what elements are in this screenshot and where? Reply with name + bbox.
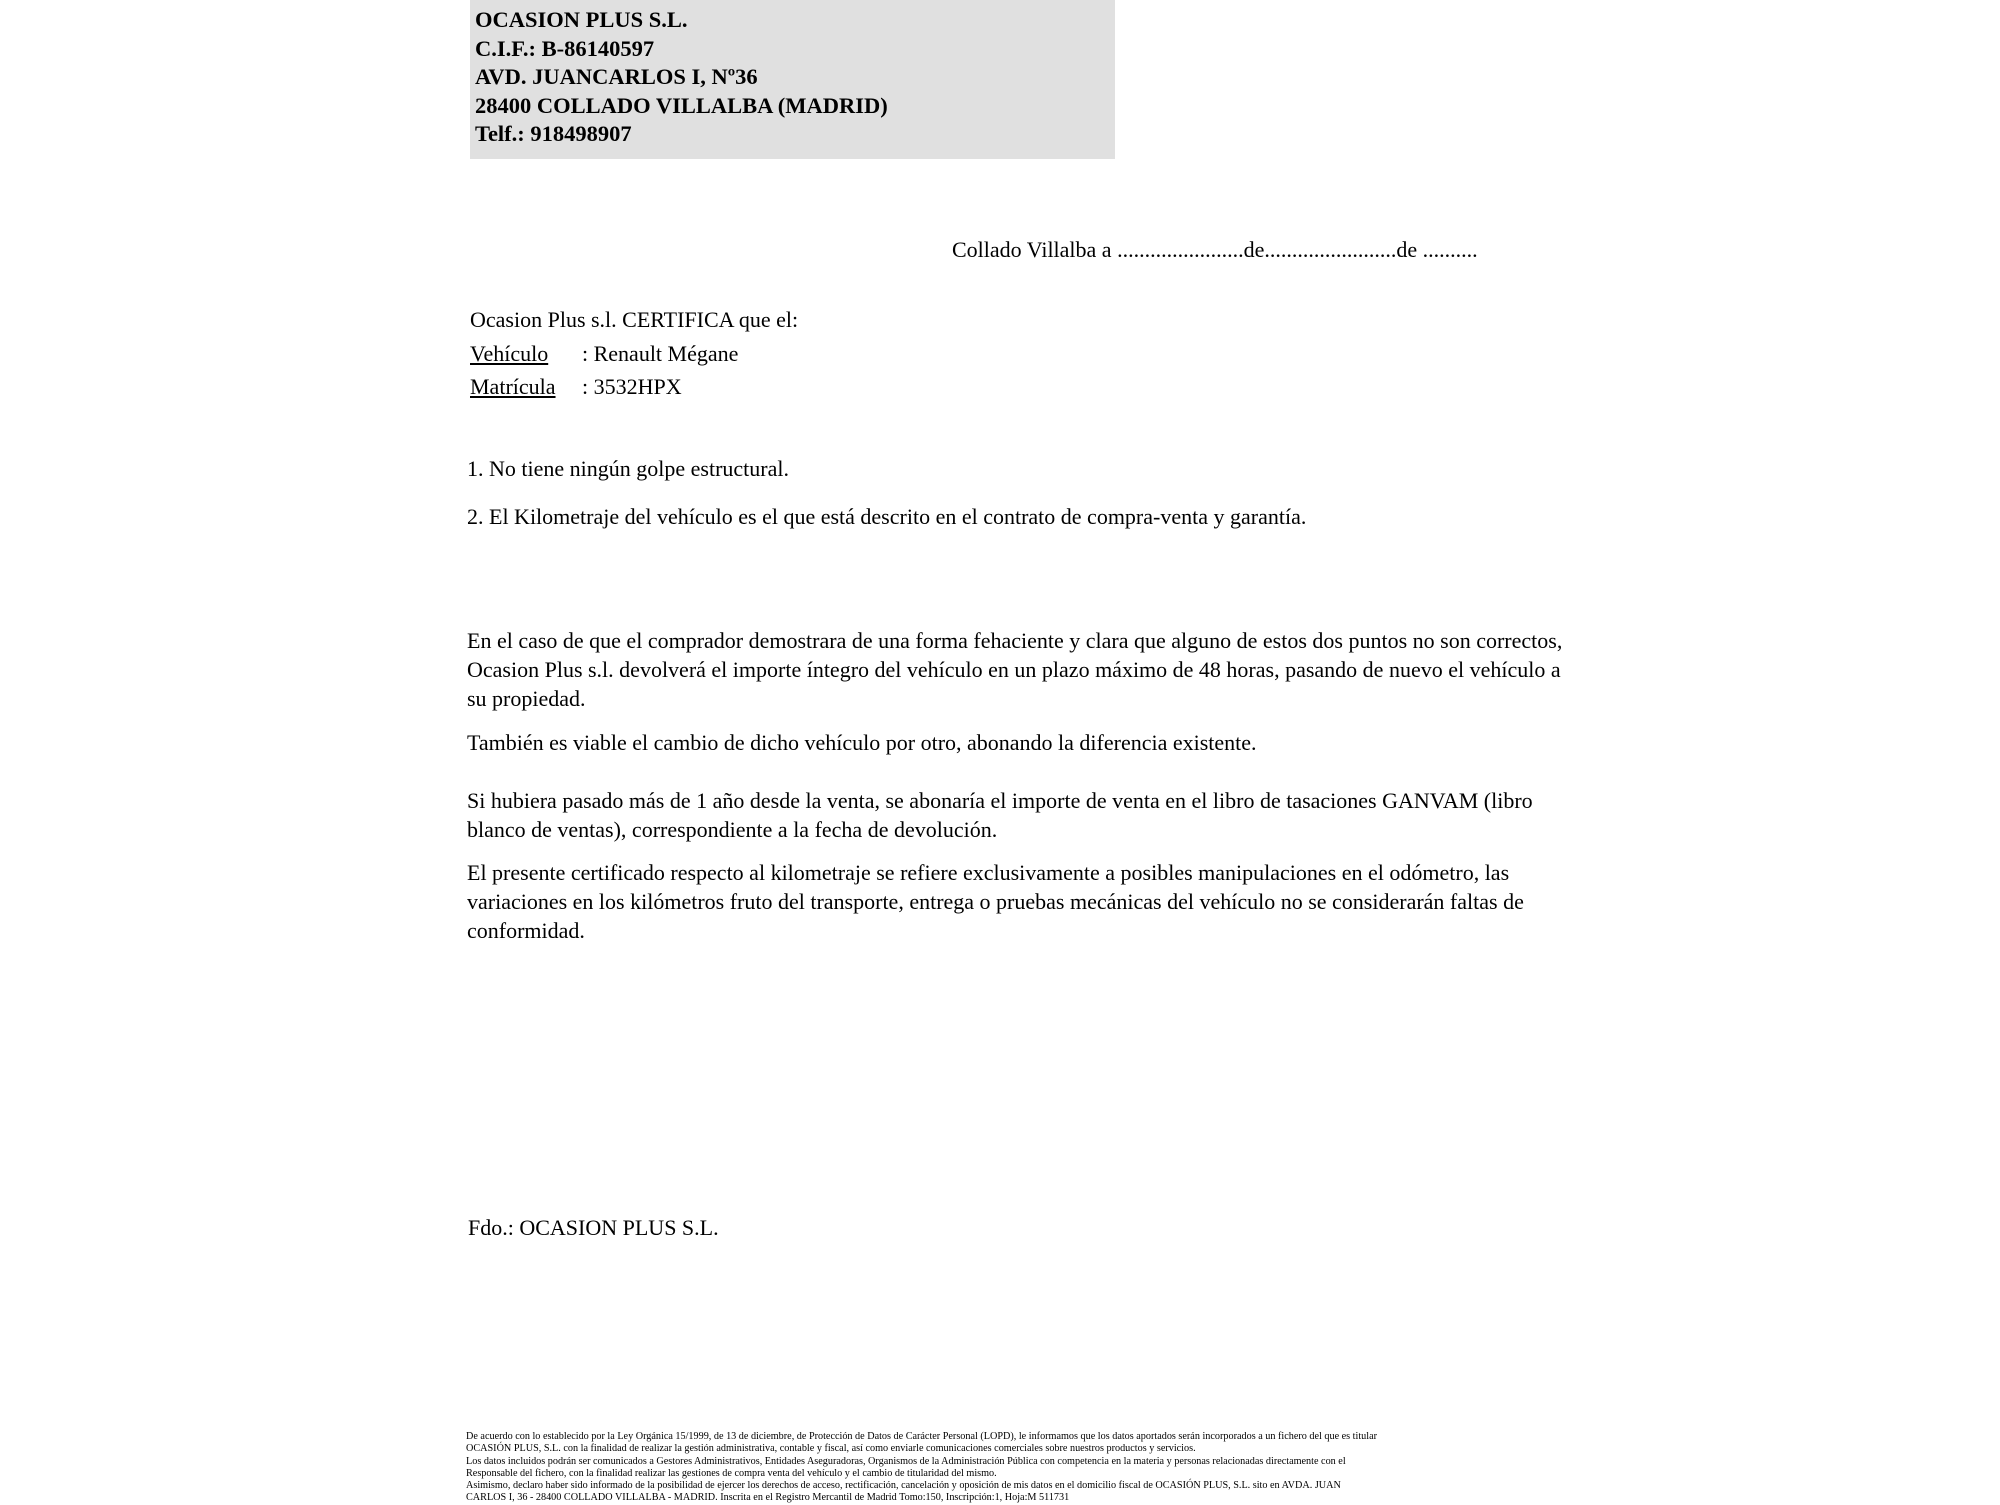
footer-line-1: De acuerdo con lo establecido por la Ley Orgánica 15/1999, de 13 de diciembre, de Protección de Datos de Carácter Personal (LOPD), le informamos que los datos aportados serán incorporados a un fichero del que es titular: [466, 1431, 1378, 1442]
footer-line-5: Asimismo, declaro haber sido informado de la posibilidad de ejercer los derechos de acceso, rectificación, cancelación y oposición de mis datos en el domicilio fiscal de OCASIÓN PLUS, S.L. sito en AVDA. JUAN: [466, 1480, 1341, 1492]
footer-line-2: OCASIÓN PLUS, S.L. con la finalidad de realizar la gestión administrativa, contable y fiscal, así como enviarle comunicaciones comerciales sobre nuestros productos y servicios.: [466, 1443, 1196, 1455]
company-cif: C.I.F.: B-86140597: [475, 35, 655, 61]
certified-point-1: 1. No tiene ningún golpe estructural.: [467, 456, 789, 481]
signature-line: Fdo.: OCASION PLUS S.L.: [468, 1215, 719, 1240]
plate-row: [470, 370, 798, 404]
paragraph-refund-terms: En el caso de que el comprador demostrara de una forma fehaciente y clara que alguno de estos dos puntos no son correctos, Ocasion Plus s.l. devolverá el importe íntegro del vehículo en un plazo máximo de 48 horas, pasando de nuevo el vehículo a su propiedad.: [467, 628, 1563, 711]
paragraph-exchange-option: También es viable el cambio de dicho vehículo por otro, abonando la diferencia existente.: [467, 730, 1257, 755]
company-address-street: AVD. JUANCARLOS I, Nº36: [475, 64, 758, 89]
paragraph-odometer-scope: El presente certificado respecto al kilometraje se refiere exclusivamente a posibles manipulaciones en el odómetro, las variaciones en los kilómetros fruto del transporte, entrega o pruebas mecánicas del vehículo no se considerarán faltas de conformidad.: [467, 860, 1524, 943]
footer-line-3: Los datos incluidos podrán ser comunicados a Gestores Administrativos, Entidades Aseguradoras, Organismos de la Administración Pública con competencia en la materia y personas relacionadas directamente con el: [466, 1455, 1346, 1467]
paragraph-after-one-year: Si hubiera pasado más de 1 año desde la venta, se abonaría el importe de venta en el libro de tasaciones GANVAM (libro blanco de ventas), correspondiente a la fecha de devolución.: [467, 788, 1533, 842]
company-phone: Telf.: 918498907: [475, 121, 632, 146]
vehicle-value: : Renault Mégane: [582, 340, 739, 366]
vehicle-row: [470, 337, 798, 371]
company-letterhead: [470, 0, 1115, 159]
date-line: Collado Villalba a .......................de........................de ..........: [952, 237, 1478, 262]
certify-intro: Ocasion Plus s.l. CERTIFICA que el:: [470, 307, 799, 332]
plate-label: Matrícula: [470, 374, 556, 399]
certificate-details: [470, 303, 798, 404]
footer-line-6: CARLOS I, 36 - 28400 COLLADO VILLALBA - MADRID. Inscrita en el Registro Mercantil de Madrid Tomo:150, Inscripción:1, Hoja:M 511731: [466, 1492, 1070, 1504]
company-name: OCASION PLUS S.L.: [475, 7, 688, 32]
vehicle-label: Vehículo: [470, 340, 549, 366]
plate-value: : 3532HPX: [582, 374, 682, 399]
legal-footer: [466, 1431, 1566, 1505]
company-address-city: 28400 COLLADO VILLALBA (MADRID): [475, 92, 888, 118]
footer-line-4: Responsable del fichero, con la finalidad realizar las gestiones de compra venta del vehículo y el cambio de titularidad del mismo.: [466, 1467, 997, 1479]
certified-point-2: 2. El Kilometraje del vehículo es el que está descrito en el contrato de compra-venta y garantía.: [467, 504, 1307, 529]
